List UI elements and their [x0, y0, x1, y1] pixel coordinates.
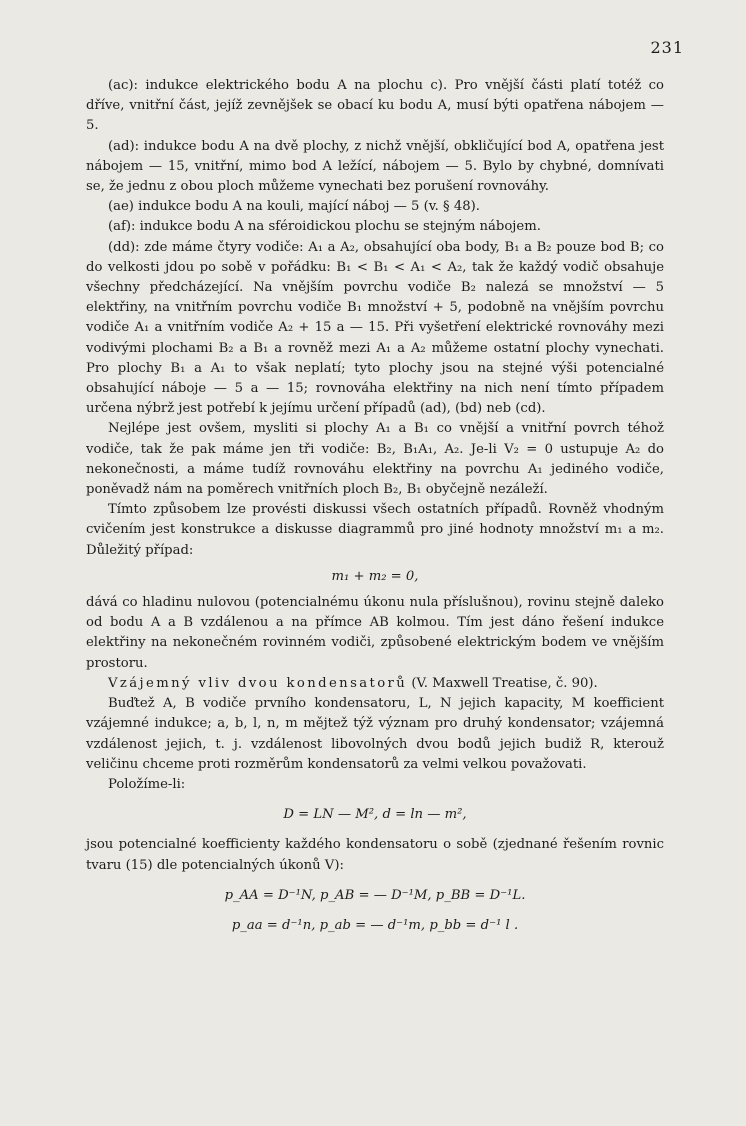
paragraph: (af): indukce bodu A na sféroidickou plochu se stejným nábojem.	[108, 219, 541, 235]
paragraph: (dd): zde máme čtyry vodiče: A₁ a A₂, obsahující oba body, B₁ a B₂ pouze bod B; co do velkosti jdou po sobě v pořádku: B₁ < B₁ < A₁ < A₂, tak že každý vodič obsahuje všechny předcházející. Na vnějším povrchu vodiče B₂ nalezá se množství — 5 elektřiny, na vnitřním povrchu vodiče B₁ množství + 5, podobně na vnějším povrchu vodiče A₁ a vnitřním vodiče A₂ + 15 a — 15. Při vyšetření elektrické rovnováhy mezi vodivými plochami B₂ a B₁ a rovněž mezi A₁ a A₂ můžeme ostatní plochy vynechati. Pro plochy B₁ a A₁ to však neplatí; tyto plochy jsou na stejné výši potencialné obsahující náboje — 5 a — 15; rovnováha elektřiny na nich není tímto případem určena nýbrž jest potřebí k jejímu určení případů (ad), (bd) neb (cd).	[86, 239, 664, 417]
paragraph: (ac): indukce elektrického bodu A na plochu c). Pro vnější části platí totéž co dříve, vnitřní část, jejíž zevnějšek se obací ku bodu A, musí býti opatřena nábojem — 5.	[86, 78, 664, 134]
page-number: 231	[650, 38, 684, 57]
equation: m₁ + m₂ = 0,	[331, 568, 419, 584]
equation: D = LN — M², d = ln — m²,	[283, 807, 467, 823]
equation: p_AA = D⁻¹N, p_AB = — D⁻¹M, p_BB = D⁻¹L.	[224, 887, 526, 903]
heading-rest: (V. Maxwell Treatise, č. 90).	[407, 675, 598, 691]
paragraph: (ae) indukce bodu A na kouli, mající náboj — 5 (v. § 48).	[108, 199, 480, 215]
body-text	[86, 76, 664, 946]
equation: p_aa = d⁻¹n, p_ab = — d⁻¹m, p_bb = d⁻¹ l .	[231, 917, 519, 933]
paragraph: jsou potencialné koefficienty každého kondensatoru o sobě (zjednané řešením rovnic tvaru (15) dle potencialných úkonů V):	[86, 837, 664, 873]
paragraph: (ad): indukce bodu A na dvě plochy, z nichž vnější, obkličující bod A, opatřena jest nábojem — 15, vnitřní, mimo bod A ležící, nábojem — 5. Bylo by chybné, domnívati se, že jednu z obou ploch můžeme vynechati bez porušení rovnováhy.	[86, 138, 664, 195]
paragraph: Tímto způsobem lze provésti diskussi všech ostatních případů. Rovněž vhodným cvičením jest konstrukce a diskusse diagrammů pro jiné hodnoty množství m₁ a m₂. Důležitý případ:	[86, 502, 664, 558]
heading-spaced: Vzájemný vliv dvou kondensatorů	[108, 675, 408, 691]
section-heading	[86, 674, 664, 694]
paragraph: Buďtež A, B vodiče prvního kondensatoru, L, N jejich kapacity, M koefficient vzájemné indukce; a, b, l, n, m mějtež týž význam pro druhý kondensator; vzájemná vzdálenost jejich, t. j. vzdálenost libovolných dvou bodů jejich budiž R, kterouž veličinu chceme proti rozměrům kondensatorů za velmi velkou považovati.	[86, 696, 664, 772]
paragraph: dává co hladinu nulovou (potencialnému úkonu nula příslušnou), rovinu stejně daleko od bodu A a B vzdálenou a na přímce AB kolmou. Tím jest dáno řešení indukce elektřiny na nekonečném rovinném vodiči, způsobené elektrickým bodem ve vnějším prostoru.	[86, 595, 664, 671]
paragraph: Položíme-li:	[108, 776, 186, 792]
paragraph: Nejlépe jest ovšem, mysliti si plochy A₁ a B₁ co vnější a vnitřní povrch téhož vodiče, tak že pak máme jen tři vodiče: B₂, B₁A₁, A₂. Je-li V₂ = 0 ustupuje A₂ do nekonečnosti, a máme tudíž rovnováhu elektřiny na povrchu A₁ jediného vodiče, poněvadž nám na poměrech vnitřních ploch B₂, B₁ obyčejně nezáleží.	[86, 421, 664, 498]
